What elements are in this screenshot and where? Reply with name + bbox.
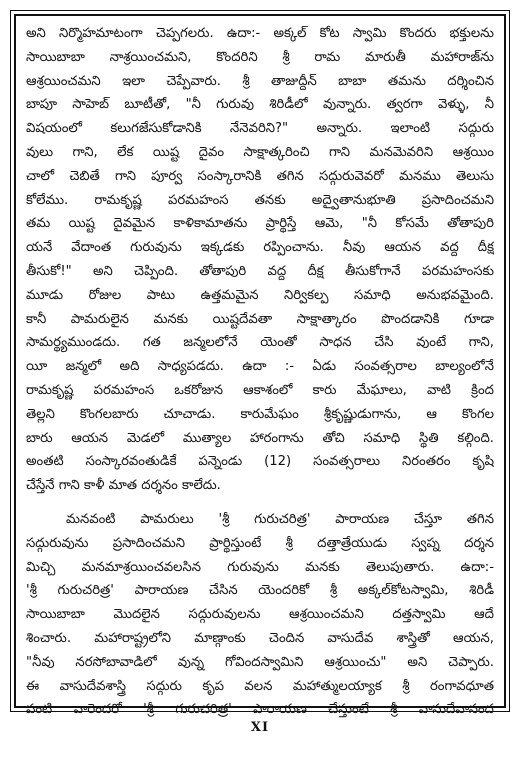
text-line: చాలో చెబితే గాని పూర్వ సంస్కారానికి తగిన సద్గురువెవరో మనము తెలుసు [26, 168, 494, 184]
text-line: కోలేము. రామకృష్ణ పరమహంస తనకు అద్వైతానుభూతి ప్రసాదించమని [26, 192, 494, 208]
text-line: ఈ వాసుదేవశాస్త్రి సద్గురు కృప వలన మహాత్ములయ్యాక శ్రీ రంగావధూత [26, 678, 494, 694]
page-body [26, 22, 494, 722]
page-number: XI [250, 720, 270, 735]
text-line: "నీవు నరసోబావాడిలో వున్న గోవిందస్వామిని ఆశ్రయించు" అని చెప్పారు. [26, 654, 494, 670]
text-line: సామర్థ్యముండదు. గత జన్మలలోనే యెంతో సాధన చేసి వుంటే గాని, [26, 335, 494, 351]
text-line: విషయంలో కలుగజేసుకోడానికి నేనెవరిని?" అన్నారు. ఇలాంటి సద్గురు [26, 121, 494, 137]
text-line: యీ జన్మలో అది సాధ్యపడదు. ఉదా :- ఏడు సంవత్సరాల బాల్యంలోనే [26, 359, 494, 375]
text-line: మిచ్చి మనమాశ్రయించవలసిన గురువును మనకు తెలుపుతారు. ఉదా:- [26, 559, 494, 575]
text-line: శించారు. మహారాష్ట్రలోని మాణ్గాంకు చెందిన వాసుదేవ శాస్త్రితో ఆయన, [26, 630, 494, 646]
text-line: యనే వేదాంత గురువును ఇక్కడకు రప్పించాను. నీవు ఆయన వద్ద దీక్ష [26, 240, 494, 256]
text-line: తమ యిష్ట దైవమైన కాళికామాతను ప్రార్థిస్తే ఆమె, "నీ కోసమే తోతాపురి [26, 216, 494, 232]
paragraph-2 [26, 508, 494, 722]
text-line: తీసుకో!" అని చెప్పింది. తోతాపురి వద్ద దీక్ష తీసుకోగానే పరమహంసకు [26, 263, 494, 279]
paragraph-1 [26, 22, 494, 498]
text-line: 'శ్రీ గురుచరిత్ర' పారాయణ చేసిన యెందరికో శ్రీ అక్కల్‌కోటస్వామి, శిరిడీ [26, 583, 494, 599]
text-line: బారు ఆయన మెడలో ముత్యాల హారంగాను తోచి సమాధి స్థితి కల్గింది. [26, 430, 494, 446]
text-line: వంటి వారెందరో 'శ్రీ గురుచరిత్ర' పారాయణ చేస్తుంటే శ్రీ వాసుదేవానంద [26, 702, 494, 718]
text-line: ఆశ్రయించమని ఇలా చెప్పేవారు. శ్రీ తాజుద్దీన్ బాబా తమను దర్శించిన [26, 73, 494, 89]
text-line: కానీ పామరులైన మనకు యిష్టదేవతా సాక్షాత్కారం పొందడానికి గూడా [26, 311, 494, 327]
text-line: మూడు రోజుల పాటు ఉత్తమమైన నిర్వికల్ప సమాధి అనుభవమైంది. [26, 287, 494, 303]
text-line: రామకృష్ణ పరమహంస ఒకరోజున ఆకాశంలో కారు మేఘాలు, వాటి క్రింద [26, 382, 494, 398]
text-line: అంతటి సంస్కారవంతుడికే పన్నెండు (12) సంవత్సరాలు నిరంతరం కృషి [26, 454, 494, 470]
text-line: సద్గురువును ప్రసాదించమని ప్రార్థిస్తుంటే శ్రీ దత్తాత్రేయుడు స్వప్న దర్శన [26, 535, 494, 551]
text-line: మనవంటి పామరులు 'శ్రీ గురుచరిత్ర' పారాయణ చేస్తూ తగిన [66, 511, 494, 527]
text-line: బాపూ సాహెబ్ బూటీతో, "నీ గురువు శిరిడీలో వున్నారు. త్వరగా వెళ్ళు, నీ [26, 97, 494, 113]
text-line: అని నిర్మొహమాటంగా చెప్పగలరు. ఉదా:- అక్కల్ కోట స్వామి కొందరు భక్తులను [26, 26, 494, 41]
text-line: చేస్తేనే గాని కాళీ మాత దర్శనం కాలేదు. [26, 478, 221, 494]
text-line: తెల్లని కొంగలబారు చూచాడు. కారుమేఘం శ్రీకృష్ణుడుగాను, ఆ కొంగల [26, 406, 494, 422]
text-line: వులు గాని, లేక యిష్ట దైవం సాక్షాత్కరించి గాని మనమెవరిని ఆశ్రయిం [26, 144, 494, 160]
text-line: సాయిబాబా నాశ్రయించమని, కొందరిని శ్రీ రామ మారుతీ మహారాజ్‌ను [26, 49, 494, 65]
text-line: సాయిబాబా మొదలైన సద్గురువులను ఆశ్రయించమని దత్తస్వామి ఆదే [26, 607, 494, 623]
